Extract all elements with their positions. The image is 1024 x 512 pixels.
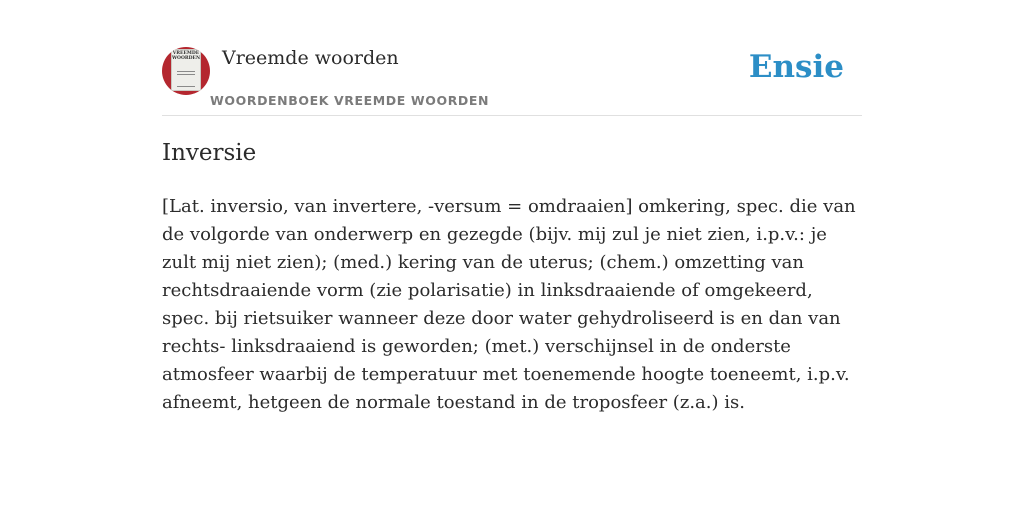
site-logo[interactable]: Ensie: [748, 49, 844, 85]
entry-definition: [Lat. inversio, van invertere, -versum = omdraaien] omkering, spec. die van de volgorde van onderwerp en gezegde (bijv. mij zul je niet zien, i.p.v.: je zult mij niet zien); (med.) kering van de uterus; (chem.) omzetting van rechtsdraaiende vorm (zie polarisatie) in linksdraaiende of omgekeerd, spec. bij rietsuiker wanneer deze door water gehydroliseerd is en dan van rechts- linksdraaiend is geworden; (met.) verschijnsel in de onderste atmosfeer waarbij de temperatuur met toenemende hoogte toeneemt, i.p.v. afneemt, hetgeen de normale toestand in de troposfeer (z.a.) is.: [162, 196, 856, 413]
cover-line: [177, 86, 195, 87]
book-cover-image: [172, 50, 200, 90]
entry-title: Inversie: [162, 140, 257, 166]
publication-avatar[interactable]: [162, 47, 210, 95]
publication-subtitle: WOORDENBOEK VREEMDE WOORDEN: [210, 93, 490, 108]
header: [162, 44, 862, 116]
publication-name[interactable]: Vreemde woorden: [222, 47, 399, 69]
cover-line: [177, 74, 195, 75]
cover-title: VREEMDE WOORDEN: [172, 51, 201, 61]
cover-line: [177, 71, 195, 72]
